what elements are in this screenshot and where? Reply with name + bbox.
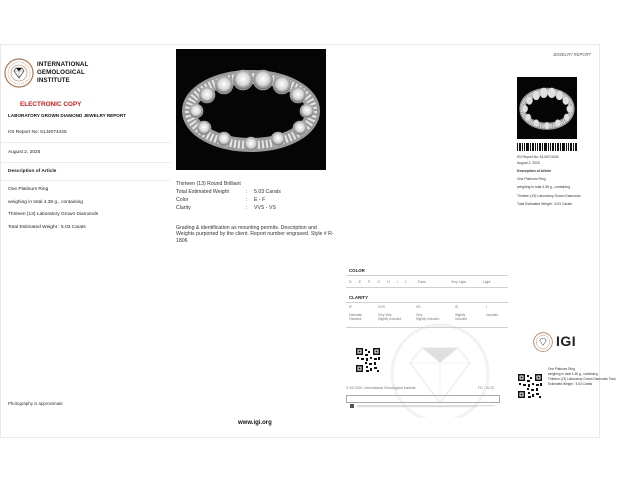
ring-photo <box>176 49 326 170</box>
divider <box>0 162 170 163</box>
clarity-desc-line: Included <box>455 317 468 321</box>
stub-description-heading: Description of Article <box>517 169 552 173</box>
igi-seal-icon <box>4 58 34 88</box>
clarity-desc <box>416 313 439 321</box>
color-faint: Faint <box>418 280 426 284</box>
spec-value: VVS - VS <box>254 204 276 211</box>
security-strip <box>346 395 500 403</box>
stub-weight: weighing in total 4.38 g., containing <box>517 185 570 189</box>
clarity-desc-line: Very <box>416 313 423 317</box>
clarity-grade: I <box>486 305 487 309</box>
spec-row <box>176 205 316 213</box>
divider <box>0 180 170 181</box>
color-very-light: Very Light <box>451 280 467 284</box>
ring-thumbnail <box>517 77 577 139</box>
stub-date: August 2, 2025 <box>517 161 540 165</box>
divider <box>346 275 508 276</box>
color-grade: D <box>349 280 352 284</box>
clarity-desc-line: Flawless <box>349 317 362 321</box>
spec-value: E - F <box>254 196 266 203</box>
clarity-desc-line: Slightly <box>455 313 466 317</box>
spec-key: Clarity <box>176 204 191 211</box>
stub-stones: Thirteen (13) Laboratory Grown Diamonds <box>517 194 581 198</box>
spec-row <box>176 189 316 197</box>
color-grade: F <box>368 280 371 284</box>
spec-key: Total Estimated Weight <box>176 188 229 195</box>
color-grade: H <box>387 280 390 284</box>
report-title: LABORATORY GROWN DIAMOND JEWELRY REPORT <box>8 113 126 118</box>
stub-summary-2: weighing in total 4.38 g., containing <box>548 372 598 376</box>
specs-table <box>176 181 316 213</box>
jewelry-report-tag: JEWELRY REPORT <box>553 52 592 57</box>
stub-summary-4: Estimated Weight : 5.03 Carats <box>548 382 593 386</box>
divider <box>346 302 508 303</box>
divider <box>0 142 170 143</box>
stub-summary-1: One Platinum Ring <box>548 367 575 371</box>
clarity-desc <box>349 313 362 321</box>
report-date: August 2, 2025 <box>8 150 41 155</box>
color-grade: I <box>396 280 398 284</box>
color-grade: G <box>377 280 381 284</box>
color-grade: J <box>404 280 407 284</box>
clarity-desc <box>455 313 467 321</box>
divider <box>346 327 508 328</box>
org-line-1: INTERNATIONAL <box>37 61 89 68</box>
color-grade: E <box>358 280 362 284</box>
clarity-grade: VVS <box>378 305 385 309</box>
weight-line: weighing in total 4.38 g., containing <box>8 200 83 205</box>
color-scale-title: COLOR <box>349 268 365 273</box>
spec-key: Color <box>176 196 189 203</box>
stub-total-weight: Total Estimated Weight : 5.03 Carats <box>517 202 572 206</box>
spec-value: 5.03 Carats <box>254 188 281 195</box>
clarity-grade: VS <box>416 305 421 309</box>
copyright: © IGI 2020, International Gemological Institute <box>346 386 416 390</box>
ring-image <box>176 49 326 170</box>
description-heading: Description of Article <box>8 169 57 174</box>
qr-code-icon <box>517 373 543 399</box>
clarity-desc-line: Very Very <box>378 313 392 317</box>
spec-row <box>176 181 316 189</box>
form-version: FD - 10.20 <box>478 386 495 390</box>
clarity-desc <box>486 313 498 317</box>
clarity-desc-line: Included <box>486 313 499 317</box>
electronic-copy-label: ELECTRONIC COPY <box>20 101 82 108</box>
clarity-desc <box>378 313 401 321</box>
divider <box>346 287 508 288</box>
clarity-desc-line: Slightly Included <box>378 317 402 321</box>
photo-note: Photography is approximate <box>8 401 63 406</box>
igi-logo <box>4 58 88 88</box>
stub-report-number: IGI Report No: 51J4074425 <box>517 155 559 159</box>
comments: Grading & identification as mounting permits. Description and Weights purported by the client. Report number engraved. Style # R-1806 <box>176 225 334 244</box>
clarity-grade: IF <box>349 305 353 309</box>
total-weight-line: Total Estimated Weight : 5.03 Carats <box>8 225 86 230</box>
stones-line: Thirteen (13) Laboratory Grown Diamonds <box>8 212 99 217</box>
stub-article: One Platinum Ring <box>517 177 546 181</box>
clarity-grade: SI <box>455 305 459 309</box>
barcode-icon <box>517 143 577 151</box>
spec-key: Thirteen (13) Round Brilliant <box>176 181 241 187</box>
barcode-icon <box>347 403 499 409</box>
igi-seal-icon <box>533 332 553 352</box>
article-line: One Platinum Ring <box>8 187 49 192</box>
org-line-3: INSTITUTE <box>37 77 70 84</box>
qr-code-icon <box>355 347 381 373</box>
ring-thumbnail-image <box>517 77 577 139</box>
spec-row <box>176 197 316 205</box>
color-light: Light <box>483 280 491 284</box>
igi-brand: IGI <box>556 333 577 349</box>
clarity-desc-line: Slightly Included <box>416 317 440 321</box>
clarity-scale-title: CLARITY <box>349 295 369 300</box>
spec-sep: : <box>246 188 248 195</box>
color-letters <box>349 280 406 284</box>
website-url: www.igi.org <box>238 420 272 426</box>
clarity-desc-line: Internally <box>349 313 362 317</box>
stub-summary-3: Thirteen (13) Laboratory Grown Diamonds Total <box>548 377 616 381</box>
spec-sep: : <box>246 204 248 211</box>
report-number: IGI Report No: 51J4074425 <box>8 130 67 135</box>
org-line-2: GEMOLOGICAL <box>37 69 85 76</box>
spec-sep: : <box>246 196 248 203</box>
